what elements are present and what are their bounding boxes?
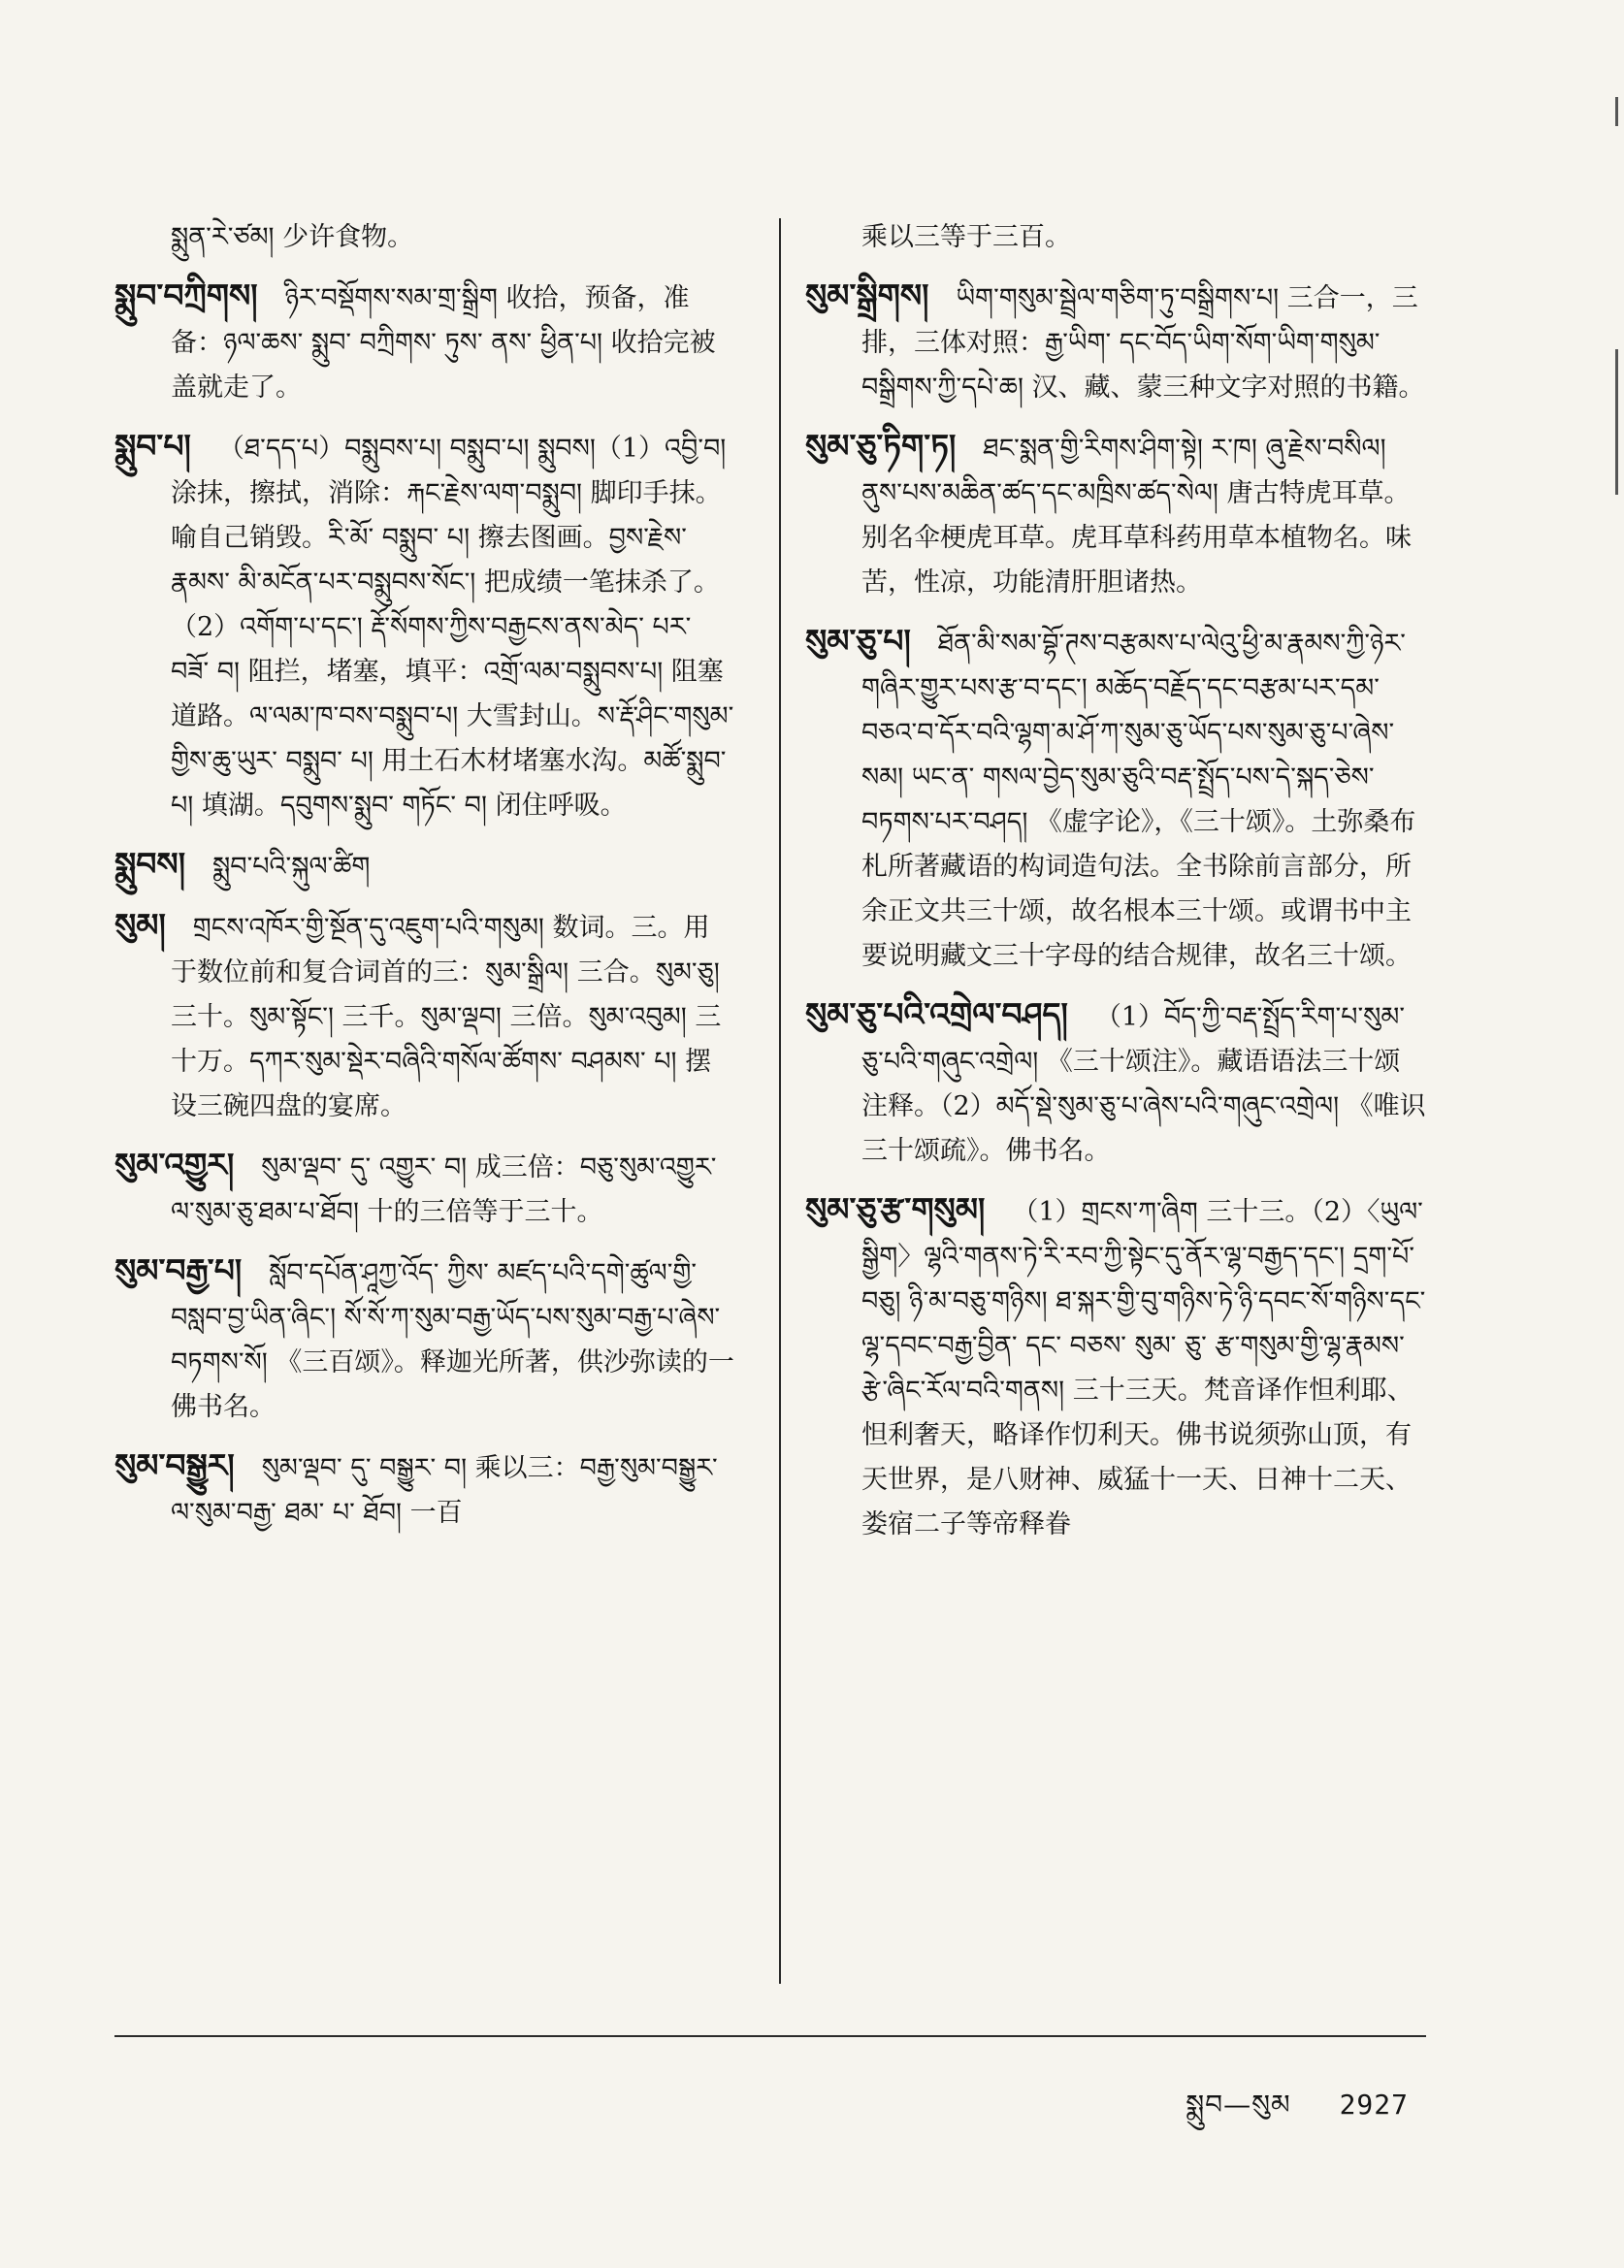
dictionary-entry [805, 1187, 1426, 1547]
bottom-rule [114, 2035, 1426, 2037]
entry-definition: སུམ་ལྡབ་ དུ་ བསྒྱུར་ བ། 乘以三：བརྒྱ་སུམ་བསྒྱུར་ལ་སུམ་བརྒྱ་ ཐམ་ པ་ ཐོབ། 一百 [171, 1453, 718, 1528]
entry-definition: 乘以三等于三百。 [861, 222, 1071, 252]
entry-headword: སྨུབས། [114, 845, 186, 883]
entry-definition: སུམ་ལྡབ་ དུ་ འགྱུར་ བ། 成三倍：བཅུ་སུམ་འགྱུར་ལ་སུམ་ཅུ་ཐམ་པ་ཐོབ། 十的三倍等于三十。 [171, 1152, 717, 1227]
dictionary-entry [805, 215, 1426, 260]
dictionary-entry [114, 215, 735, 260]
dictionary-entry [114, 1443, 735, 1536]
entry-definition: ཐང་སྨན་གྱི་རིགས་ཤིག་སྟེ། ར་ཁ། ཞུ་རྗེས་བསིལ། ནུས་པས་མཆིན་ཚད་དང་མཁྲིས་ཚད་སེལ། 唐古特虎耳草。别名伞梗虎耳草。虎耳草科药用草本植物名。味苦，性凉，功能清肝胆诸热。 [861, 434, 1412, 598]
page-footer [1186, 2074, 1409, 2151]
entry-definition: （ཐ་དད་པ）བསྨུབས་པ། བསྨུབ་པ། སྨུབས།（1）འབྱི་བ། 涂抹，擦拭，消除：རྐང་རྗེས་ལག་བསྨུབ། 脚印手抹。喻自己销毁。རི་མོ་ བསྨུབ་ པ། 擦去图画。བྱས་རྗེས་ རྣམས་ མི་མངོན་པར་བསྨུབས་སོང་། 把成绩一笔抹杀了。（2）འགོག་པ་དང་། རྡོ་སོགས་ཀྱིས་བརྒྱངས་ནས་མེད་ པར་ བཟོ་ བ། 阻拦，堵塞，填平：འགྲོ་ལམ་བསྨུབས་པ། 阻塞道路。ལ་ལམ་ཁ་བས་བསྨུབ་པ། 大雪封山。ས་རྡོ་ཤིང་གསུམ་གྱིས་ཆུ་ཡུར་ བསྨུབ་ པ། 用土石木材堵塞水沟。མཚོ་སྨུབ་པ། 填湖。དབུགས་སྨུབ་ གཏོང་ བ། 闭住呼吸。 [171, 434, 734, 821]
left-column [114, 215, 735, 1549]
entry-headword: སུམ་བསྒྱུར། [114, 1446, 235, 1484]
dictionary-entry [114, 274, 735, 410]
right-column [805, 215, 1426, 1561]
entry-headword: སུམ་ཅུ་རྩ་གསུམ། [805, 1190, 986, 1228]
entry-headword: སུམ་ཅུ་ཏིག་ཏ། [805, 427, 957, 465]
dictionary-entry [114, 1143, 735, 1235]
entry-definition: ཉིར་བསྡོགས་སམ་གྲ་སྒྲིག 收拾，预备，准备：ཉལ་ཆས་ སྨུབ་ བཀྲིགས་ ཏུས་ ནས་ ཕྱིན་པ། 收拾完被盖就走了。 [171, 283, 716, 403]
entry-headword: སྨུབ་པ། [114, 427, 191, 465]
entry-definition: ཡིག་གསུམ་སྦྲེལ་གཅིག་ཏུ་བསྒྲིགས་པ། 三合一，三排，三体对照：རྒྱ་ཡིག་ དང་བོད་ཡིག་སོག་ཡིག་གསུམ་བསྒྲིགས་ཀྱི་དཔེ་ཆ། 汉、藏、蒙三种文字对照的书籍。 [861, 283, 1425, 403]
entry-definition: （1）བོད་ཀྱི་བརྡ་སྤྲོད་རིག་པ་སུམ་ཅུ་པའི་གཞུང་འགྲེལ། 《三十颂注》。藏语语法三十颂注释。（2）མདོ་སྡེ་སུམ་ཅུ་པ་ཞེས་པའི་གཞུང་འགྲེལ། 《唯识三十颂疏》。佛书名。 [861, 1002, 1426, 1166]
entry-definition: ཐོན་མི་སམ་བྷོ་ཊས་བརྩམས་པ་ལེའུ་ཕྱི་མ་རྣམས་ཀྱི་ཉེར་གཞིར་གྱུར་པས་རྩ་བ་དང་། མཆོད་བརྗོད་དང་བརྩམ་པར་དམ་བཅའ་བ་དོར་བའི་ལྷག་མ་ཤོ་ཀ་སུམ་ཅུ་ཡོད་པས་སུམ་ཅུ་པ་ཞེས་སམ། ཡང་ན་ གསལ་བྱེད་སུམ་ཅུའི་བརྡ་སྤྲོད་པས་དེ་སྐད་ཅེས་བཏགས་པར་བཤད། 《虚字论》，《三十颂》。土弥桑布札所著藏语的构词造句法。全书除前言部分，所余正文共三十颂，故名根本三十颂。或谓书中主要说明藏文三十字母的结合规律，故名三十颂。 [861, 629, 1416, 971]
running-head: སྨུབ—སུམ [1186, 2089, 1291, 2121]
margin-mark [1615, 349, 1618, 495]
entry-definition: སློབ་དཔོན་ཤཱཀྱ་འོད་ ཀྱིས་ མཛད་པའི་དགེ་ཚུལ་གྱི་བསླབ་བྱ་ཡིན་ཞིང་། སོ་སོ་ཀ་སུམ་བརྒྱ་ཡོད་པས་སུམ་བརྒྱ་པ་ཞེས་བཏགས་སོ། 《三百颂》。释迦光所著，供沙弥读的一佛书名。 [171, 1258, 734, 1422]
entry-definition: གྲངས་འཁོར་གྱི་སྔོན་དུ་འཇུག་པའི་གསུམ། 数词。三。用于数位前和复合词首的三：སུམ་སྒྲིལ། 三合。སུམ་ཅུ། 三十。སུམ་སྟོང་། 三千。སུམ་ལྡབ། 三倍。སུམ་འབུམ། 三十万。དཀར་སུམ་སྡེར་བཞིའི་གསོལ་ཚོགས་ བཤམས་ པ། 摆设三碗四盘的宴席。 [171, 913, 722, 1121]
dictionary-entry [114, 842, 735, 890]
entry-headword: སུམ་སྒྲིགས། [805, 276, 929, 314]
dictionary-entry [114, 424, 735, 828]
dictionary-entry [805, 424, 1426, 605]
entry-headword: སུམ་བརྒྱ་པ། [114, 1251, 243, 1289]
entry-definition: （1）གྲངས་ཀ་ཞིག 三十三。（2）〈ཡུལ་སྒྱིག〉ལྷའི་གནས་ཏེ་རི་རབ་ཀྱི་སྟེང་དུ་ནོར་ལྷ་བརྒྱད་དང་། དྲག་པོ་བཅུ། ཉི་མ་བཅུ་གཉིས། ཐ་སྐར་གྱི་བུ་གཉིས་ཏེ་ཉི་དབང་སོ་གཉིས་དང་ལྷ་དབང་བརྒྱ་བྱིན་ དང་ བཅས་ སུམ་ ཅུ་ རྩ་གསུམ་གྱི་ལྷ་རྣམས་རྩེ་ཞིང་རོལ་བའི་གནས། 三十三天。梵音译作怛利耶、怛利奢天，略译作忉利天。佛书说须弥山顶，有天世界，是八财神、威猛十一天、日神十二天、娄宿二子等帝释眷 [861, 1197, 1426, 1539]
entry-headword: སུམ་འགྱུར། [114, 1146, 235, 1183]
page-number: 2927 [1339, 2089, 1409, 2121]
dictionary-entry [805, 274, 1426, 410]
dictionary-entry [114, 903, 735, 1129]
entry-definition: སྨུན་རེ་ཙམ། 少许食物。 [171, 222, 414, 252]
margin-mark [1615, 97, 1618, 126]
dictionary-entry [114, 1248, 735, 1430]
entry-headword: སུམ་ཅུ་པའི་འགྲེལ་བཤད། [805, 995, 1068, 1033]
entry-definition: སྨུབ་པའི་སྐུལ་ཚིག [212, 852, 371, 882]
dictionary-entry [805, 619, 1426, 979]
entry-headword: སུམ། [114, 906, 166, 944]
dictionary-entry [805, 992, 1426, 1174]
entry-headword: སུམ་ཅུ་པ། [805, 622, 911, 660]
column-divider [779, 218, 781, 1984]
entry-headword: སྨུབ་བཀྲིགས། [114, 276, 258, 314]
